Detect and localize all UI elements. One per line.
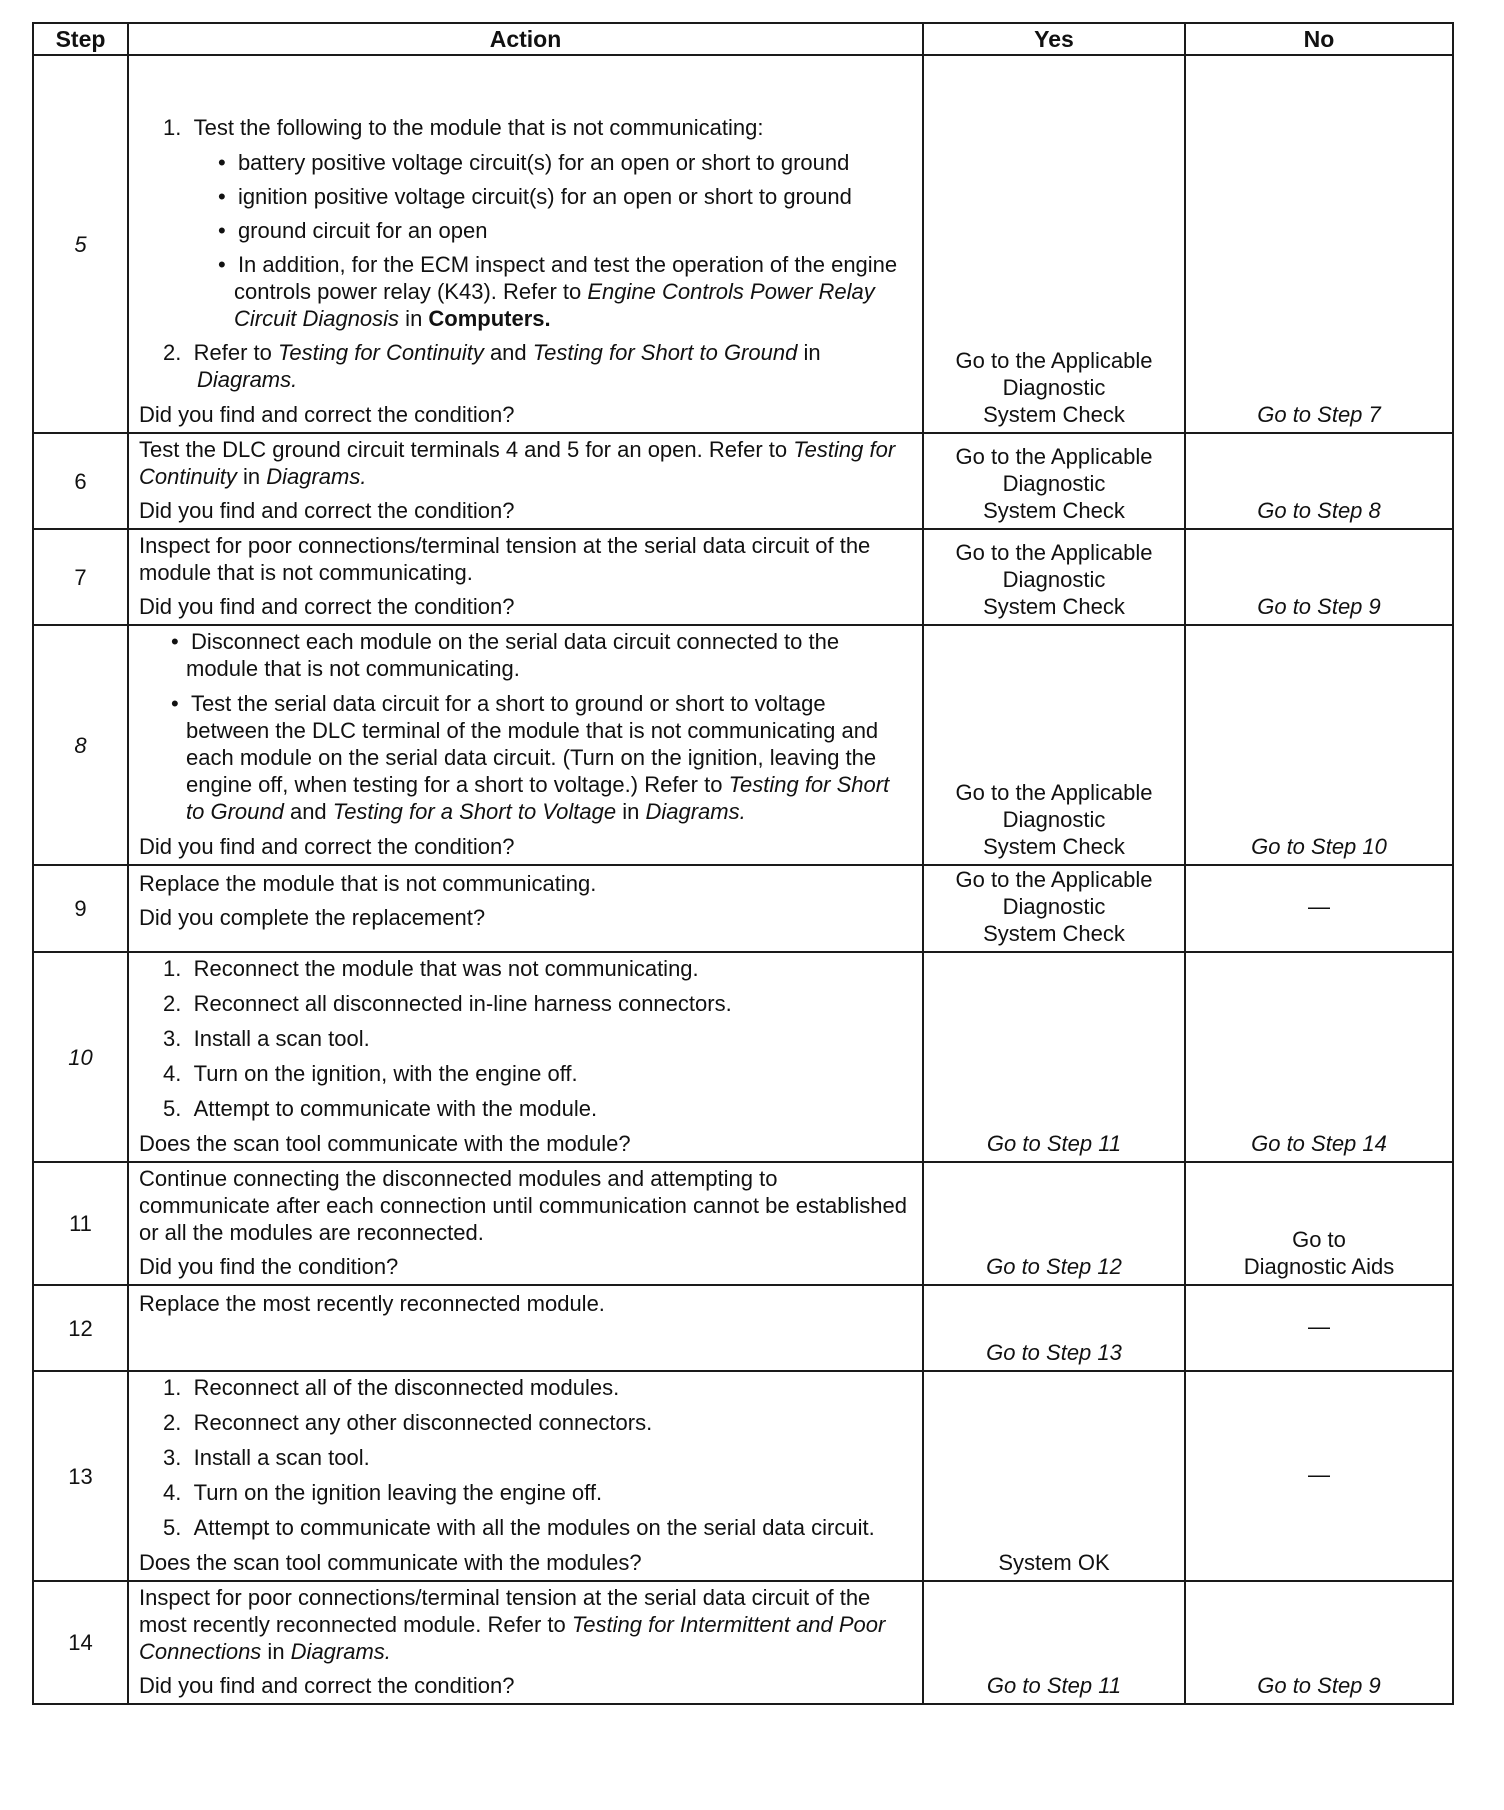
- action-cell: [128, 433, 923, 529]
- step-number: 8: [33, 625, 128, 865]
- no-cell: Go to Step 7: [1185, 55, 1453, 433]
- list-item: • ground circuit for an open: [218, 218, 488, 243]
- yes-cell: Go to the Applicable Diagnostic System Check: [923, 433, 1185, 529]
- action-cell: [128, 1581, 923, 1704]
- no-cell: Go to Diagnostic Aids: [1185, 1162, 1453, 1285]
- header-step: Step: [33, 23, 128, 55]
- no-cell: Go to Step 9: [1185, 529, 1453, 625]
- yes-cell: Go to Step 11: [923, 1581, 1185, 1704]
- action-text: Test the DLC ground circuit terminals 4 and 5 for an open. Refer to Testing for Continuity in Diagrams.: [139, 437, 896, 489]
- yes-cell: Go to Step 13: [923, 1285, 1185, 1371]
- yes-cell: System OK: [923, 1371, 1185, 1581]
- table-row-step-12: [33, 1285, 1453, 1371]
- list-item: 3. Install a scan tool.: [163, 1445, 370, 1470]
- step-number: 9: [33, 865, 128, 952]
- question-text: Does the scan tool communicate with the module?: [139, 1131, 631, 1156]
- table-header-row: [33, 23, 1453, 55]
- table-row-step-13: [33, 1371, 1453, 1581]
- list-item: 4. Turn on the ignition, with the engine off.: [163, 1061, 578, 1086]
- step-number: 14: [33, 1581, 128, 1704]
- step-number: 10: [33, 952, 128, 1162]
- step-number: 5: [33, 55, 128, 433]
- diagnostic-table-page: [32, 22, 1452, 1705]
- action-text: Continue connecting the disconnected modules and attempting to communicate after each connection until communication cannot be established or all the modules are reconnected.: [139, 1166, 908, 1245]
- list-item: 4. Turn on the ignition leaving the engine off.: [163, 1480, 603, 1505]
- yes-cell: Go to the Applicable Diagnostic System Check: [923, 529, 1185, 625]
- table-row-step-8: [33, 625, 1453, 865]
- yes-cell: Go to the Applicable Diagnostic System Check: [923, 865, 1185, 952]
- question-text: Did you find and correct the condition?: [139, 498, 515, 523]
- list-item: 1. Reconnect the module that was not communicating.: [163, 956, 699, 981]
- question-text: Did you find the condition?: [139, 1254, 399, 1279]
- question-text: Did you complete the replacement?: [139, 905, 486, 930]
- list-item: 2. Reconnect any other disconnected connectors.: [163, 1410, 653, 1435]
- table-row-step-14: [33, 1581, 1453, 1704]
- action-cell: [128, 1162, 923, 1285]
- action-cell: [128, 625, 923, 865]
- list-item: 1. Test the following to the module that is not communicating:: [163, 115, 764, 140]
- no-cell: —: [1185, 865, 1453, 952]
- action-text: Replace the most recently reconnected module.: [139, 1291, 605, 1316]
- action-cell: [128, 55, 923, 433]
- table-row-step-5: [33, 55, 1453, 433]
- table-row-step-11: [33, 1162, 1453, 1285]
- list-item: 5. Attempt to communicate with the module.: [163, 1096, 598, 1121]
- table-row-step-10: [33, 952, 1453, 1162]
- action-text: Inspect for poor connections/terminal tension at the serial data circuit of the module that is not communicating.: [139, 533, 871, 585]
- list-item: 1. Reconnect all of the disconnected modules.: [163, 1375, 620, 1400]
- header-action: Action: [128, 23, 923, 55]
- step-number: 6: [33, 433, 128, 529]
- table-row-step-9: [33, 865, 1453, 952]
- step-number: 7: [33, 529, 128, 625]
- no-cell: Go to Step 10: [1185, 625, 1453, 865]
- action-text: Replace the module that is not communicating.: [139, 871, 597, 896]
- header-yes: Yes: [923, 23, 1185, 55]
- action-cell: [128, 1371, 923, 1581]
- no-cell: Go to Step 9: [1185, 1581, 1453, 1704]
- header-no: No: [1185, 23, 1453, 55]
- question-text: Did you find and correct the condition?: [139, 1673, 515, 1698]
- action-text: Inspect for poor connections/terminal tension at the serial data circuit of the most recently reconnected module. Refer to Testing for Intermittent and Poor Connections in Diagrams.: [139, 1585, 886, 1664]
- diagnostic-table: [32, 22, 1454, 1705]
- yes-cell: Go to the Applicable Diagnostic System Check: [923, 625, 1185, 865]
- question-text: Did you find and correct the condition?: [139, 834, 515, 859]
- action-cell: [128, 529, 923, 625]
- yes-cell: Go to Step 11: [923, 952, 1185, 1162]
- no-cell: —: [1185, 1285, 1453, 1371]
- step-number: 12: [33, 1285, 128, 1371]
- list-item: • ignition positive voltage circuit(s) for an open or short to ground: [218, 184, 852, 209]
- step-number: 11: [33, 1162, 128, 1285]
- no-cell: Go to Step 8: [1185, 433, 1453, 529]
- no-cell: Go to Step 14: [1185, 952, 1453, 1162]
- yes-cell: Go to the Applicable Diagnostic System Check: [923, 55, 1185, 433]
- list-item: • battery positive voltage circuit(s) for an open or short to ground: [218, 150, 850, 175]
- question-text: Did you find and correct the condition?: [139, 402, 515, 427]
- list-item: 3. Install a scan tool.: [163, 1026, 370, 1051]
- list-item: 2. Refer to Testing for Continuity and Testing for Short to Ground in Diagrams.: [163, 340, 821, 392]
- step-number: 13: [33, 1371, 128, 1581]
- action-cell: [128, 952, 923, 1162]
- list-item: • Test the serial data circuit for a short to ground or short to voltage between the DLC terminal of the module that is not communicating and each module on the serial data circuit. (Turn on the ignition, leaving the engine off, when testing for a short to voltage.) Refer to Testing for Short to Ground and Testing for a Short to Voltage in Diagrams.: [171, 691, 890, 824]
- list-item: • In addition, for the ECM inspect and test the operation of the engine controls power relay (K43). Refer to Engine Controls Power Relay Circuit Diagnosis in Computers.: [218, 252, 898, 331]
- table-row-step-7: [33, 529, 1453, 625]
- question-text: Did you find and correct the condition?: [139, 594, 515, 619]
- question-text: Does the scan tool communicate with the modules?: [139, 1550, 642, 1575]
- list-item: • Disconnect each module on the serial data circuit connected to the module that is not communicating.: [171, 629, 840, 681]
- no-cell: —: [1185, 1371, 1453, 1581]
- table-row-step-6: [33, 433, 1453, 529]
- action-cell: [128, 865, 923, 952]
- list-item: 2. Reconnect all disconnected in-line harness connectors.: [163, 991, 732, 1016]
- yes-cell: Go to Step 12: [923, 1162, 1185, 1285]
- list-item: 5. Attempt to communicate with all the modules on the serial data circuit.: [163, 1515, 875, 1540]
- action-cell: [128, 1285, 923, 1371]
